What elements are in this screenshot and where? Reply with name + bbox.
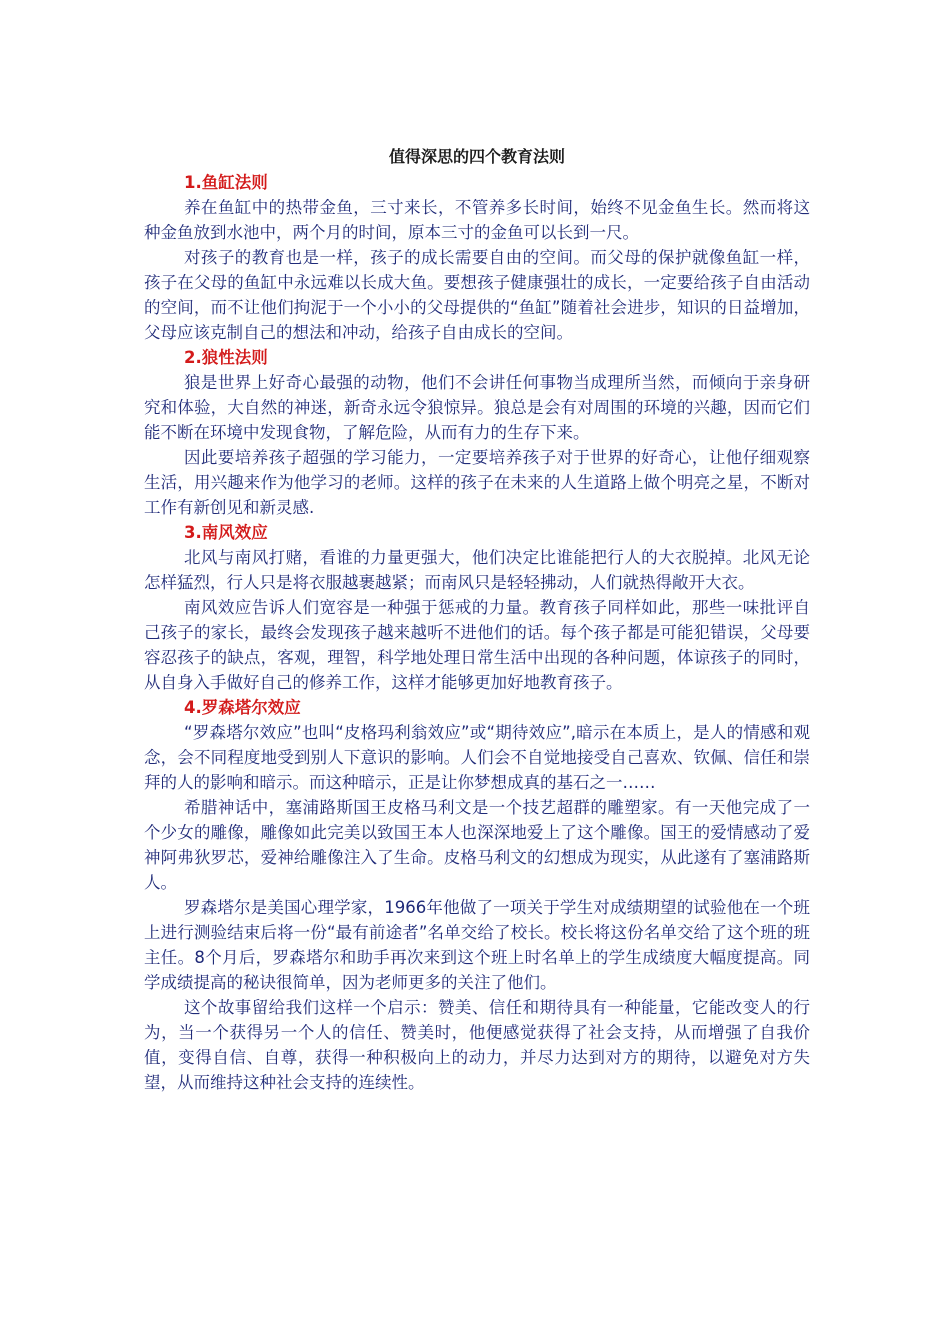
paragraph: “罗森塔尔效应”也叫“皮格玛利翁效应”或“期待效应”,暗示在本质上，是人的情感和观念，会不同程度地受到别人下意识的影响。人们会不自觉地接受自己喜欢、钦佩、信任和崇拜的人的影响和暗示。而这种暗示，正是让你梦想成真的基石之一…… xyxy=(144,723,810,792)
paragraph: 养在鱼缸中的热带金鱼，三寸来长，不管养多长时间，始终不见金鱼生长。然而将这种金鱼放到水池中，两个月的时间，原本三寸的金鱼可以长到一尺。 xyxy=(144,198,810,242)
section-heading: 2.狼性法则 xyxy=(184,348,268,367)
section-heading: 3.南风效应 xyxy=(184,523,268,542)
section-wolf-law xyxy=(144,345,810,520)
paragraph: 北风与南风打赌，看谁的力量更强大，他们决定比谁能把行人的大衣脱掉。北风无论怎样猛烈，行人只是将衣服越裹越紧；而南风只是轻轻拂动，人们就热得敞开大衣。 xyxy=(144,548,810,592)
section-fish-tank-law xyxy=(144,170,810,345)
document-title: 值得深思的四个教育法则 xyxy=(388,147,565,166)
paragraph: 南风效应告诉人们宽容是一种强于惩戒的力量。教育孩子同样如此，那些一味批评自己孩子的家长，最终会发现孩子越来越听不进他们的话。每个孩子都是可能犯错误，父母要容忍孩子的缺点，客观，理智，科学地处理日常生活中出现的各种问题，体谅孩子的同时，从自身入手做好自己的修养工作，这样才能够更加好地教育孩子。 xyxy=(144,598,810,692)
section-heading: 1.鱼缸法则 xyxy=(184,173,268,192)
section-rosenthal-effect xyxy=(144,695,810,1095)
paragraph: 对孩子的教育也是一样，孩子的成长需要自由的空间。而父母的保护就像鱼缸一样，孩子在父母的鱼缸中永远难以长成大鱼。要想孩子健康强壮的成长，一定要给孩子自由活动的空间，而不让他们拘泥于一个小小的父母提供的“鱼缸”随着社会进步，知识的日益增加，父母应该克制自己的想法和冲动，给孩子自由成长的空间。 xyxy=(144,248,810,342)
paragraph: 这个故事留给我们这样一个启示：赞美、信任和期待具有一种能量，它能改变人的行为，当一个获得另一个人的信任、赞美时，他便感觉获得了社会支持，从而增强了自我价值，变得自信、自尊，获得一种积极向上的动力，并尽力达到对方的期待，以避免对方失望，从而维持这种社会支持的连续性。 xyxy=(144,998,810,1092)
section-heading: 4.罗森塔尔效应 xyxy=(184,698,301,717)
paragraph: 因此要培养孩子超强的学习能力，一定要培养孩子对于世界的好奇心，让他仔细观察生活，用兴趣来作为他学习的老师。这样的孩子在未来的人生道路上做个明亮之星，不断对工作有新创见和新灵感. xyxy=(144,448,810,517)
section-south-wind-effect xyxy=(144,520,810,695)
document-body xyxy=(144,144,810,1095)
paragraph: 希腊神话中，塞浦路斯国王皮格马利文是一个技艺超群的雕塑家。有一天他完成了一个少女的雕像，雕像如此完美以致国王本人也深深地爱上了这个雕像。国王的爱情感动了爱神阿弗狄罗芯，爱神给雕像注入了生命。皮格马利文的幻想成为现实，从此遂有了塞浦路斯人。 xyxy=(144,798,810,892)
paragraph: 狼是世界上好奇心最强的动物，他们不会讲任何事物当成理所当然，而倾向于亲身研究和体验，大自然的神迷，新奇永远令狼惊异。狼总是会有对周围的环境的兴趣，因而它们能不断在环境中发现食物，了解危险，从而有力的生存下来。 xyxy=(144,373,810,442)
paragraph: 罗森塔尔是美国心理学家，1966年他做了一项关于学生对成绩期望的试验他在一个班上进行测验结束后将一份“最有前途者”名单交给了校长。校长将这份名单交给了这个班的班主任。8个月后，罗森塔尔和助手再次来到这个班上时名单上的学生成绩度大幅度提高。同学成绩提高的秘诀很简单，因为老师更多的关注了他们。 xyxy=(144,898,810,992)
